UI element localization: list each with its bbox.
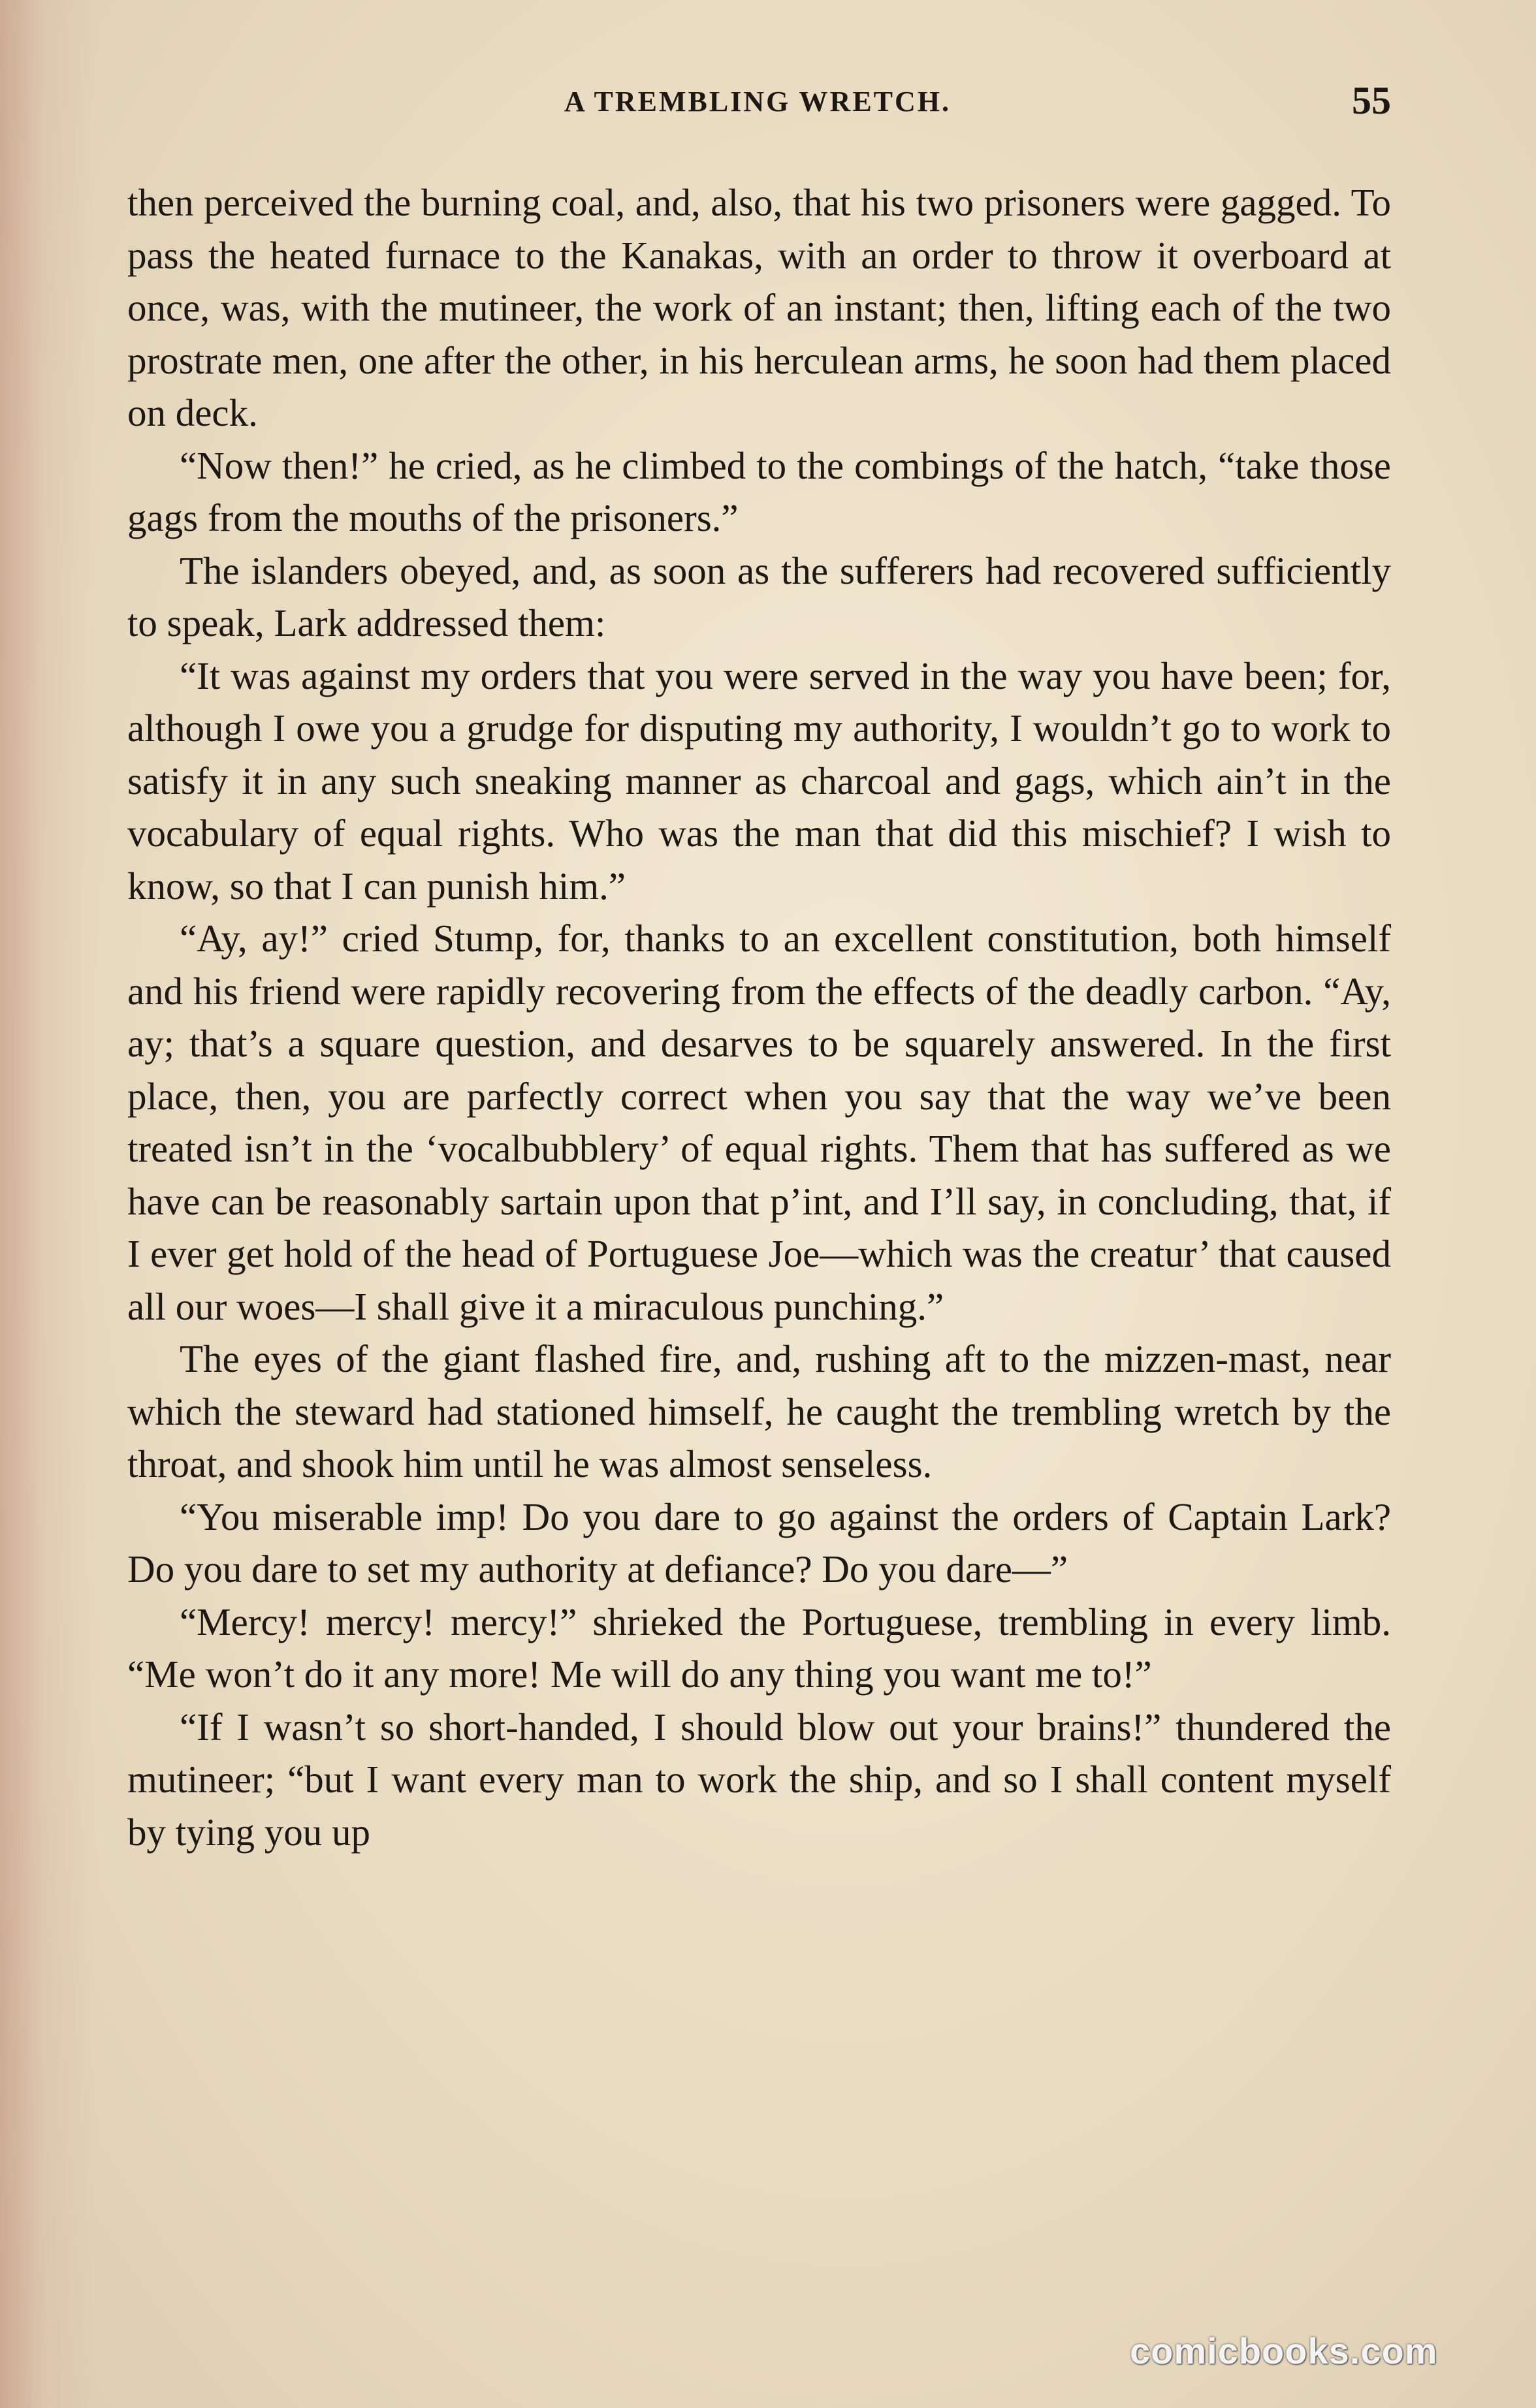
paragraph-9: “If I wasn’t so short-handed, I should blow out your brains!” thundered the mutineer; “but I want every man to work the ship, and so I shall content myself by tying you up xyxy=(127,1705,1391,1854)
paragraph-8: “Mercy! mercy! mercy!” shrieked the Portuguese, trembling in every limb. “Me won’t do it any more! Me will do any thing you want me to!” xyxy=(127,1600,1391,1696)
running-head: A TREMBLING WRETCH. xyxy=(564,86,952,118)
paragraph-3: The islanders obeyed, and, as soon as the sufferers had recovered sufficiently to speak, Lark addressed them: xyxy=(127,548,1391,644)
paragraph-5: “Ay, ay!” cried Stump, for, thanks to an excellent constitution, both himself and his friend were rapidly recovering from the effects of the deadly carbon. “Ay, ay; that’s a square question, and desarves to be squarely answered. In the first place, then, you are parfectly correct when you say that the way we’ve been treated isn’t in the ‘vocalbubblery’ of equal rights. Them that has suffered as we have can be reasonably sartain upon that p’int, and I’ll say, in concluding, that, if I ever get hold of the head of Portuguese Joe—which was the creatur’ that caused all our woes—I shall give it a miraculous punching.” xyxy=(127,917,1391,1328)
paragraph-7: “You miserable imp! Do you dare to go against the orders of Captain Lark? Do you dare to set my authority at defiance? Do you dare—” xyxy=(127,1495,1391,1591)
page-number: 55 xyxy=(1352,79,1391,122)
body-text xyxy=(127,176,1391,1858)
page-edge-stain xyxy=(0,0,98,2408)
site-watermark: comicbooks.com xyxy=(1130,2330,1438,2371)
paragraph-1: then perceived the burning coal, and, also, that his two prisoners were gagged. To pass the heated furnace to the Kanakas, with an order to throw it overboard at once, was, with the mutineer, the work of an instant; then, lifting each of the two prostrate men, one after the other, in his herculean arms, he soon had them placed on deck. xyxy=(127,181,1391,434)
paragraph-4: “It was against my orders that you were served in the way you have been; for, although I owe you a grudge for disputing my authority, I wouldn’t go to work to satisfy it in any such sneaking manner as charcoal and gags, which ain’t in the vocabulary of equal rights. Who was the man that did this mischief? I wish to know, so that I can punish him.” xyxy=(127,654,1391,908)
paragraph-6: The eyes of the giant flashed fire, and, rushing aft to the mizzen-mast, near which the steward had stationed himself, he caught the trembling wretch by the throat, and shook him until he was almost senseless. xyxy=(127,1337,1391,1485)
paragraph-2: “Now then!” he cried, as he climbed to the combings of the hatch, “take those gags from the mouths of the prisoners.” xyxy=(127,443,1391,539)
page-header xyxy=(124,78,1391,144)
